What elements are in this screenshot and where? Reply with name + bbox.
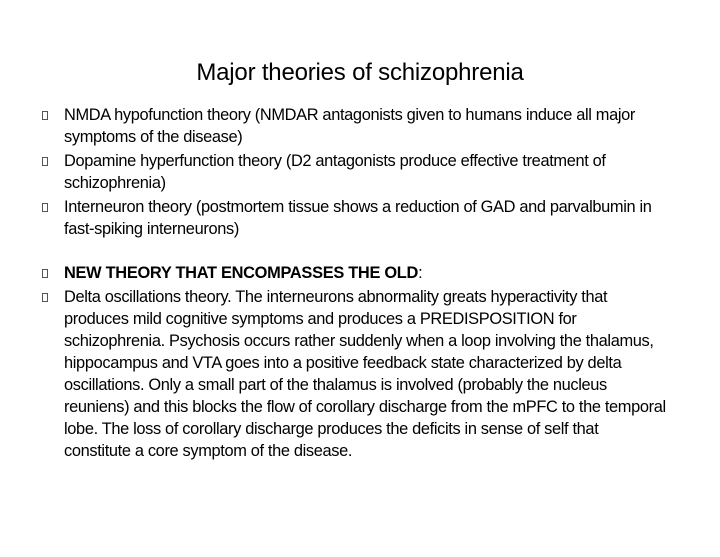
bullet-item-dopamine	[40, 150, 668, 194]
bullet-box-icon	[40, 104, 64, 126]
bullet-item-delta	[40, 286, 668, 462]
bullet-item-nmda	[40, 104, 668, 148]
bullet-list	[40, 104, 668, 464]
bullet-text: NMDA hypofunction theory (NMDAR antagonists given to humans induce all major symptoms of the disease)	[64, 106, 636, 146]
bullet-text: Delta oscillations theory. The interneurons abnormality greats hyperactivity that produces mild cognitive symptoms and produces a PREDISPOSITION for schizophrenia. Psychosis occurs rather suddenly when a loop involving the thalamus, hippocampus and VTA goes into a positive feedback state characterized by delta oscillations. Only a small part of the thalamus is involved (probably the nucleus reuniens) and this blocks the flow of corollary discharge from the mPFC to the temporal lobe. The loss of corollary discharge produces the deficits in sense of self that constitute a core symptom of the disease.	[64, 288, 666, 460]
bullet-heading-colon: :	[418, 264, 423, 282]
bullet-item-interneuron	[40, 196, 668, 240]
bullet-text: Interneuron theory (postmortem tissue shows a reduction of GAD and parvalbumin in fast-spiking interneurons)	[64, 198, 652, 238]
bullet-text-new-theory	[64, 262, 668, 284]
bullet-text: Dopamine hyperfunction theory (D2 antagonists produce effective treatment of schizophrenia)	[64, 152, 606, 192]
bullet-item-new-theory	[40, 262, 668, 284]
slide-title: Major theories of schizophrenia	[196, 59, 524, 86]
bullet-bold-heading: NEW THEORY THAT ENCOMPASSES THE OLD	[64, 264, 419, 282]
bullet-box-icon	[40, 196, 64, 218]
bullet-box-icon	[40, 286, 64, 308]
bullet-box-icon	[40, 262, 64, 284]
bullet-box-icon	[40, 150, 64, 172]
